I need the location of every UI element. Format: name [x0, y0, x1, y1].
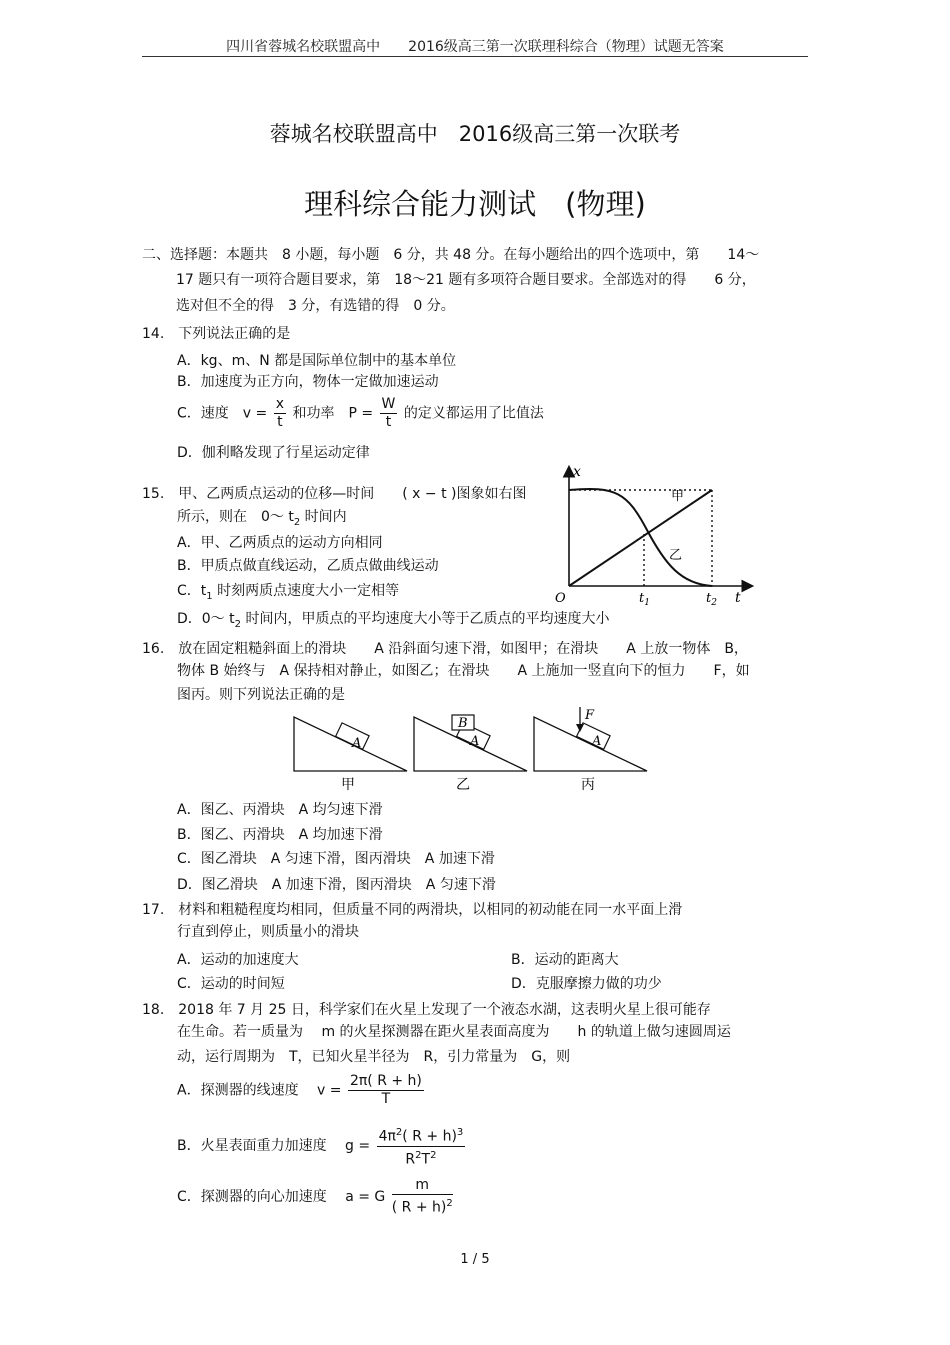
q15-option-c: C．$t_1$ 时刻两质点速度大小一定相等: [177, 583, 400, 602]
svg-text:F: F: [585, 708, 595, 723]
line-jia: [569, 490, 712, 586]
fraction-centripetal-acceleration: $\frac{m}{( R + h)^2}$: [391, 1177, 453, 1216]
page-number: 1 / 5: [460, 1252, 490, 1267]
q16-option-c: C．图乙滑块 A 匀速下滑，图丙滑块 A 加速下滑: [177, 851, 495, 867]
svg-text:丙: 丙: [581, 777, 595, 793]
running-header: 四川省蓉城名校联盟高中 2016级高三第一次联理科综合（物理）试题无答案: [226, 39, 724, 55]
q15-stem-2: 所示，则在 0～ $t_2$ 时间内: [177, 509, 347, 528]
q14-option-c: C．速度 v = $\frac{x}{t}$ 和功率 P = $\frac{W}{t}$ 的定义都运用了比值法: [177, 396, 544, 430]
q18-option-a: A．探测器的线速度 v = $\frac{2\pi( R + h)}{T}$: [177, 1073, 422, 1107]
q14-option-d: D．伽利略发现了行星运动定律: [177, 445, 370, 461]
q17-option-c: C．运动的时间短: [177, 976, 285, 992]
q16-option-d: D．图乙滑块 A 加速下滑，图丙滑块 A 匀速下滑: [177, 877, 496, 893]
q18-option-c: C．探测器的向心加速度 a = G $\frac{m}{( R + h)^2}$: [177, 1177, 453, 1216]
xt-graph: [555, 462, 755, 607]
q17-option-d: D．克服摩擦力做的功少: [511, 976, 662, 992]
figure-jia: [294, 717, 407, 793]
incline-figures: [290, 705, 650, 797]
label-jia: 甲: [671, 489, 685, 504]
exam-title: 蓉城名校联盟高中 2016级高三第一次联考: [269, 122, 681, 146]
q14-option-b: B．加速度为正方向，物体一定做加速运动: [177, 374, 439, 390]
q15-stem-1: 15. 甲、乙两质点运动的位移—时间 ( x − t )图象如右图: [142, 486, 527, 502]
intro-line-2: 17 题只有一项符合题目要求，第 18～21 题有多项符合题目要求。全部选对的得 6 分，: [176, 272, 756, 288]
q15-option-a: A．甲、乙两质点的运动方向相同: [177, 535, 383, 551]
label-yi: 乙: [669, 548, 683, 563]
q18-stem-3: 动，运行周期为 T，已知火星半径为 R，引力常量为 G，则: [177, 1049, 571, 1065]
svg-text:A: A: [592, 734, 602, 749]
q15-option-d: D．0～ $t_2$ 时间内，甲质点的平均速度大小等于乙质点的平均速度大小: [177, 611, 610, 630]
intro-line-1: 二、选择题：本题共 8 小题，每小题 6 分，共 48 分。在每小题给出的四个选项中，第 14～: [142, 247, 760, 263]
svg-text:B: B: [458, 716, 468, 731]
svg-text:乙: 乙: [456, 777, 470, 793]
q14-stem: 14. 下列说法正确的是: [142, 326, 291, 342]
q16-stem-2: 物体 B 始终与 A 保持相对静止，如图乙；在滑块 A 上施加一竖直向下的恒力 F，如: [177, 663, 750, 679]
fraction-w-over-t: $\frac{W}{t}$: [381, 396, 396, 430]
q16-option-b: B．图乙、丙滑块 A 均加速下滑: [177, 827, 383, 843]
svg-text:A: A: [470, 734, 480, 749]
intro-line-3: 选对但不全的得 3 分，有选错的得 0 分。: [176, 298, 455, 314]
header-rule: [142, 56, 808, 57]
svg-text:甲: 甲: [341, 777, 355, 793]
label-t2: $t_2$: [706, 591, 717, 607]
label-t: t: [735, 590, 741, 606]
q16-stem-3: 图丙。则下列说法正确的是: [177, 687, 345, 703]
q17-option-a: A．运动的加速度大: [177, 952, 299, 968]
svg-text:A: A: [352, 736, 362, 751]
q18-stem-1: 18. 2018 年 7 月 25 日，科学家们在火星上发现了一个液态水湖，这表明火星上很可能存: [142, 1002, 711, 1018]
q16-option-a: A．图乙、丙滑块 A 均匀速下滑: [177, 802, 383, 818]
fraction-linear-velocity: $\frac{2\pi( R + h)}{T}$: [349, 1073, 422, 1107]
q17-stem-1: 17. 材料和粗糙程度均相同，但质量不同的两滑块，以相同的初动能在同一水平面上滑: [142, 902, 683, 918]
q14-option-a: A．kg、m、N 都是国际单位制中的基本单位: [177, 353, 457, 369]
q18-stem-2: 在生命。若一质量为 m 的火星探测器在距火星表面高度为 h 的轨道上做匀速圆周运: [177, 1024, 731, 1040]
q18-option-b: B．火星表面重力加速度 g = $\frac{4\pi^2( R + h)^3}{R^2T^2}$: [177, 1124, 467, 1168]
q16-stem-1: 16. 放在固定粗糙斜面上的滑块 A 沿斜面匀速下滑，如图甲；在滑块 A 上放一物体 B，: [142, 641, 748, 657]
fraction-surface-gravity: $\frac{4\pi^2( R + h)^3}{R^2T^2}$: [377, 1124, 466, 1168]
label-x: x: [573, 464, 581, 480]
q15-option-b: B．甲质点做直线运动，乙质点做曲线运动: [177, 558, 439, 574]
fraction-x-over-t: $\frac{x}{t}$: [275, 396, 284, 430]
figure-yi: [414, 715, 527, 793]
q17-option-b: B．运动的距离大: [511, 952, 619, 968]
label-origin: O: [555, 591, 566, 606]
figure-bing: [534, 707, 647, 793]
label-t1: $t_1$: [639, 591, 650, 607]
exam-subtitle: 理科综合能力测试 (物理): [304, 187, 646, 221]
q17-stem-2: 行直到停止，则质量小的滑块: [177, 924, 359, 940]
